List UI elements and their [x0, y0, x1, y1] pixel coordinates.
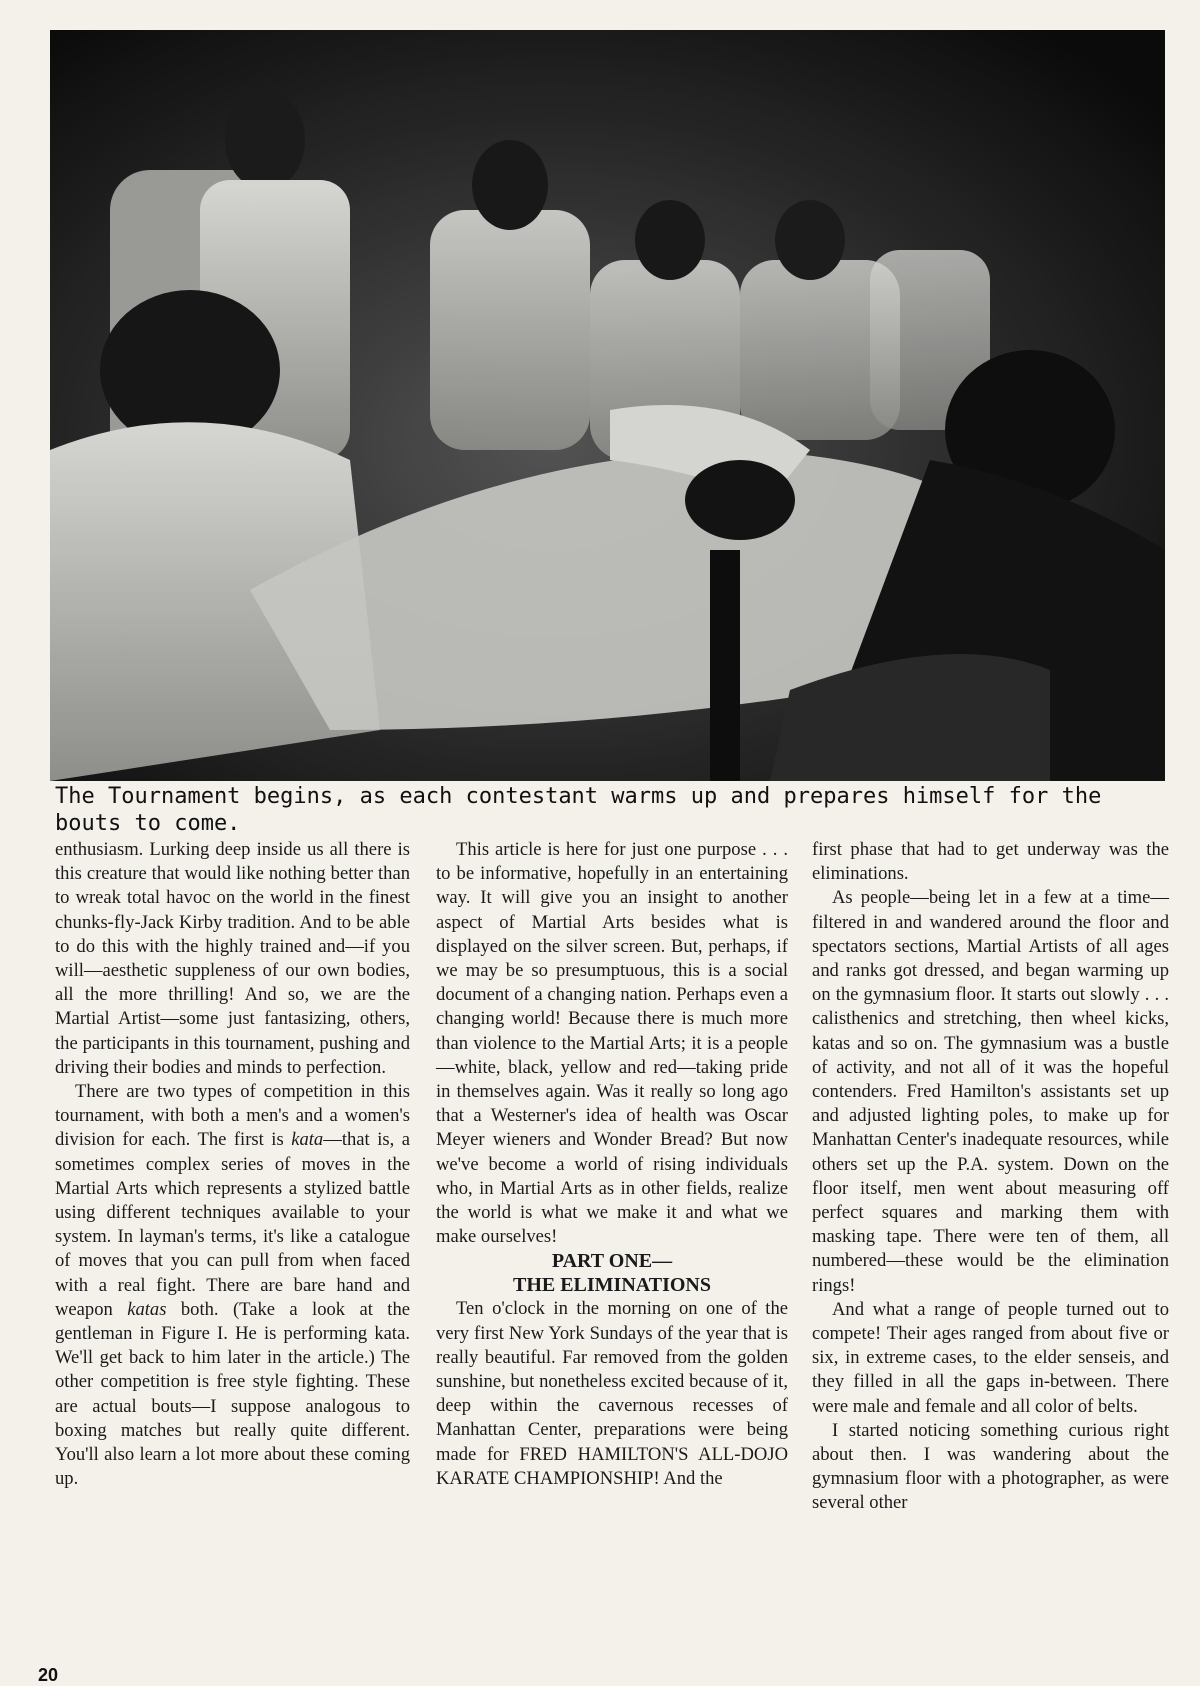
paragraph-text: both. (Take a look at the gentleman in Figure I. He is performing kata. We'll get back to him later in the article.) The other competition is free style fighting. These are actual bouts—I suppose analogous to boxing matches but really quite different. You'll also learn a lot more about these coming up. — [55, 1298, 410, 1490]
paragraph: Ten o'clock in the morning on one of the very first New York Sundays of the year that is really beautiful. Far removed from the golden sunshine, but nonetheless excited because of it, deep within the cavernous recesses of Manhattan Center, preparations were being made for FRED HAMILTON'S ALL-DOJO KARATE CHAMPIONSHIP! And the — [436, 1298, 788, 1489]
paragraph: enthusiasm. Lurking deep inside us all there is this creature that would like nothing better than to wreak total havoc on the world in the finest chunks-fly-Jack Kirby tradition. And to be able to do this with the highly trained and—if you will—aesthetic suppleness of our own bodies, all the more thrilling! And so, we are the Martial Artist—some just fantasizing, others, the participants in this tournament, pushing and driving their bodies and minds to perfection. — [55, 839, 410, 1078]
italic-term: kata — [291, 1129, 324, 1151]
photo-illustration — [50, 30, 1165, 781]
tournament-photo — [50, 30, 1165, 781]
italic-term: katas — [127, 1298, 167, 1320]
section-heading-line: THE ELIMINATIONS — [512, 1274, 711, 1297]
paragraph: This article is here for just one purpose . . . to be informative, hopefully in an entertaining way. It will give you an insight to another aspect of Martial Arts besides what is displayed on the silver screen. But, perhaps, if we may be so presumptuous, this is a social document of a changing nation. Perhaps even a changing world! Because there is much more than violence to the Martial Arts; it is a people—white, black, yellow and red—taking pride in themselves again. Was it really so long ago that a Westerner's idea of health was Oscar Meyer wieners and Wonder Bread? But now we've become a world of rising individuals who, in Martial Arts as in other fields, realize the world is what we make it and what we make ourselves! — [436, 839, 788, 1248]
article-column-1 — [55, 838, 410, 1491]
photo-grain — [50, 30, 1165, 781]
page-number: 20 — [38, 1665, 59, 1685]
paragraph: I started noticing something curious right about then. I was wandering about the gymnasium floor with a photographer, as were several other — [812, 1419, 1169, 1514]
article-column-2 — [436, 838, 788, 1491]
paragraph — [55, 1080, 410, 1491]
paragraph-text: —that is, a sometimes complex series of moves in the Martial Arts which represents a stylized battle using different techniques available to your system. In layman's terms, it's like a catalogue of moves that you can pull from when faced with a real fight. There are bare hand and weapon — [55, 1129, 411, 1320]
photo-caption: The Tournament begins, as each contestant warms up and prepares himself for the bouts to come. — [55, 784, 1102, 836]
section-heading — [436, 1249, 788, 1297]
paragraph-text: There are two types of competition in this tournament, with both a men's and a women's division for each. The first is — [55, 1081, 410, 1151]
paragraph: And what a range of people turned out to compete! Their ages ranged from about five or six, in extreme cases, to the elder senseis, and they filled in all the gaps in-between. There were male and female and all color of belts. — [812, 1298, 1169, 1417]
article-column-3 — [812, 838, 1169, 1516]
section-heading-line: PART ONE— — [551, 1250, 673, 1273]
paragraph: As people—being let in a few at a time—filtered in and wandered around the floor and spectators sections, Martial Artists of all ages and ranks got dressed, and began warming up on the gymnasium floor. It starts out slowly . . . calisthenics and stretching, then wheel kicks, katas and so on. The gymnasium was a bustle of activity, and not all of it was the hopeful contenders. Fred Hamilton's assistants set up and adjusted lighting poles, to make up for Manhattan Center's inadequate resources, while others set up the P.A. system. Down on the floor itself, men went about measuring off perfect squares and marking them with masking tape. There were ten of them, all numbered—these would be the elimination rings! — [812, 887, 1169, 1296]
paragraph: first phase that had to get underway was the eliminations. — [812, 839, 1169, 885]
